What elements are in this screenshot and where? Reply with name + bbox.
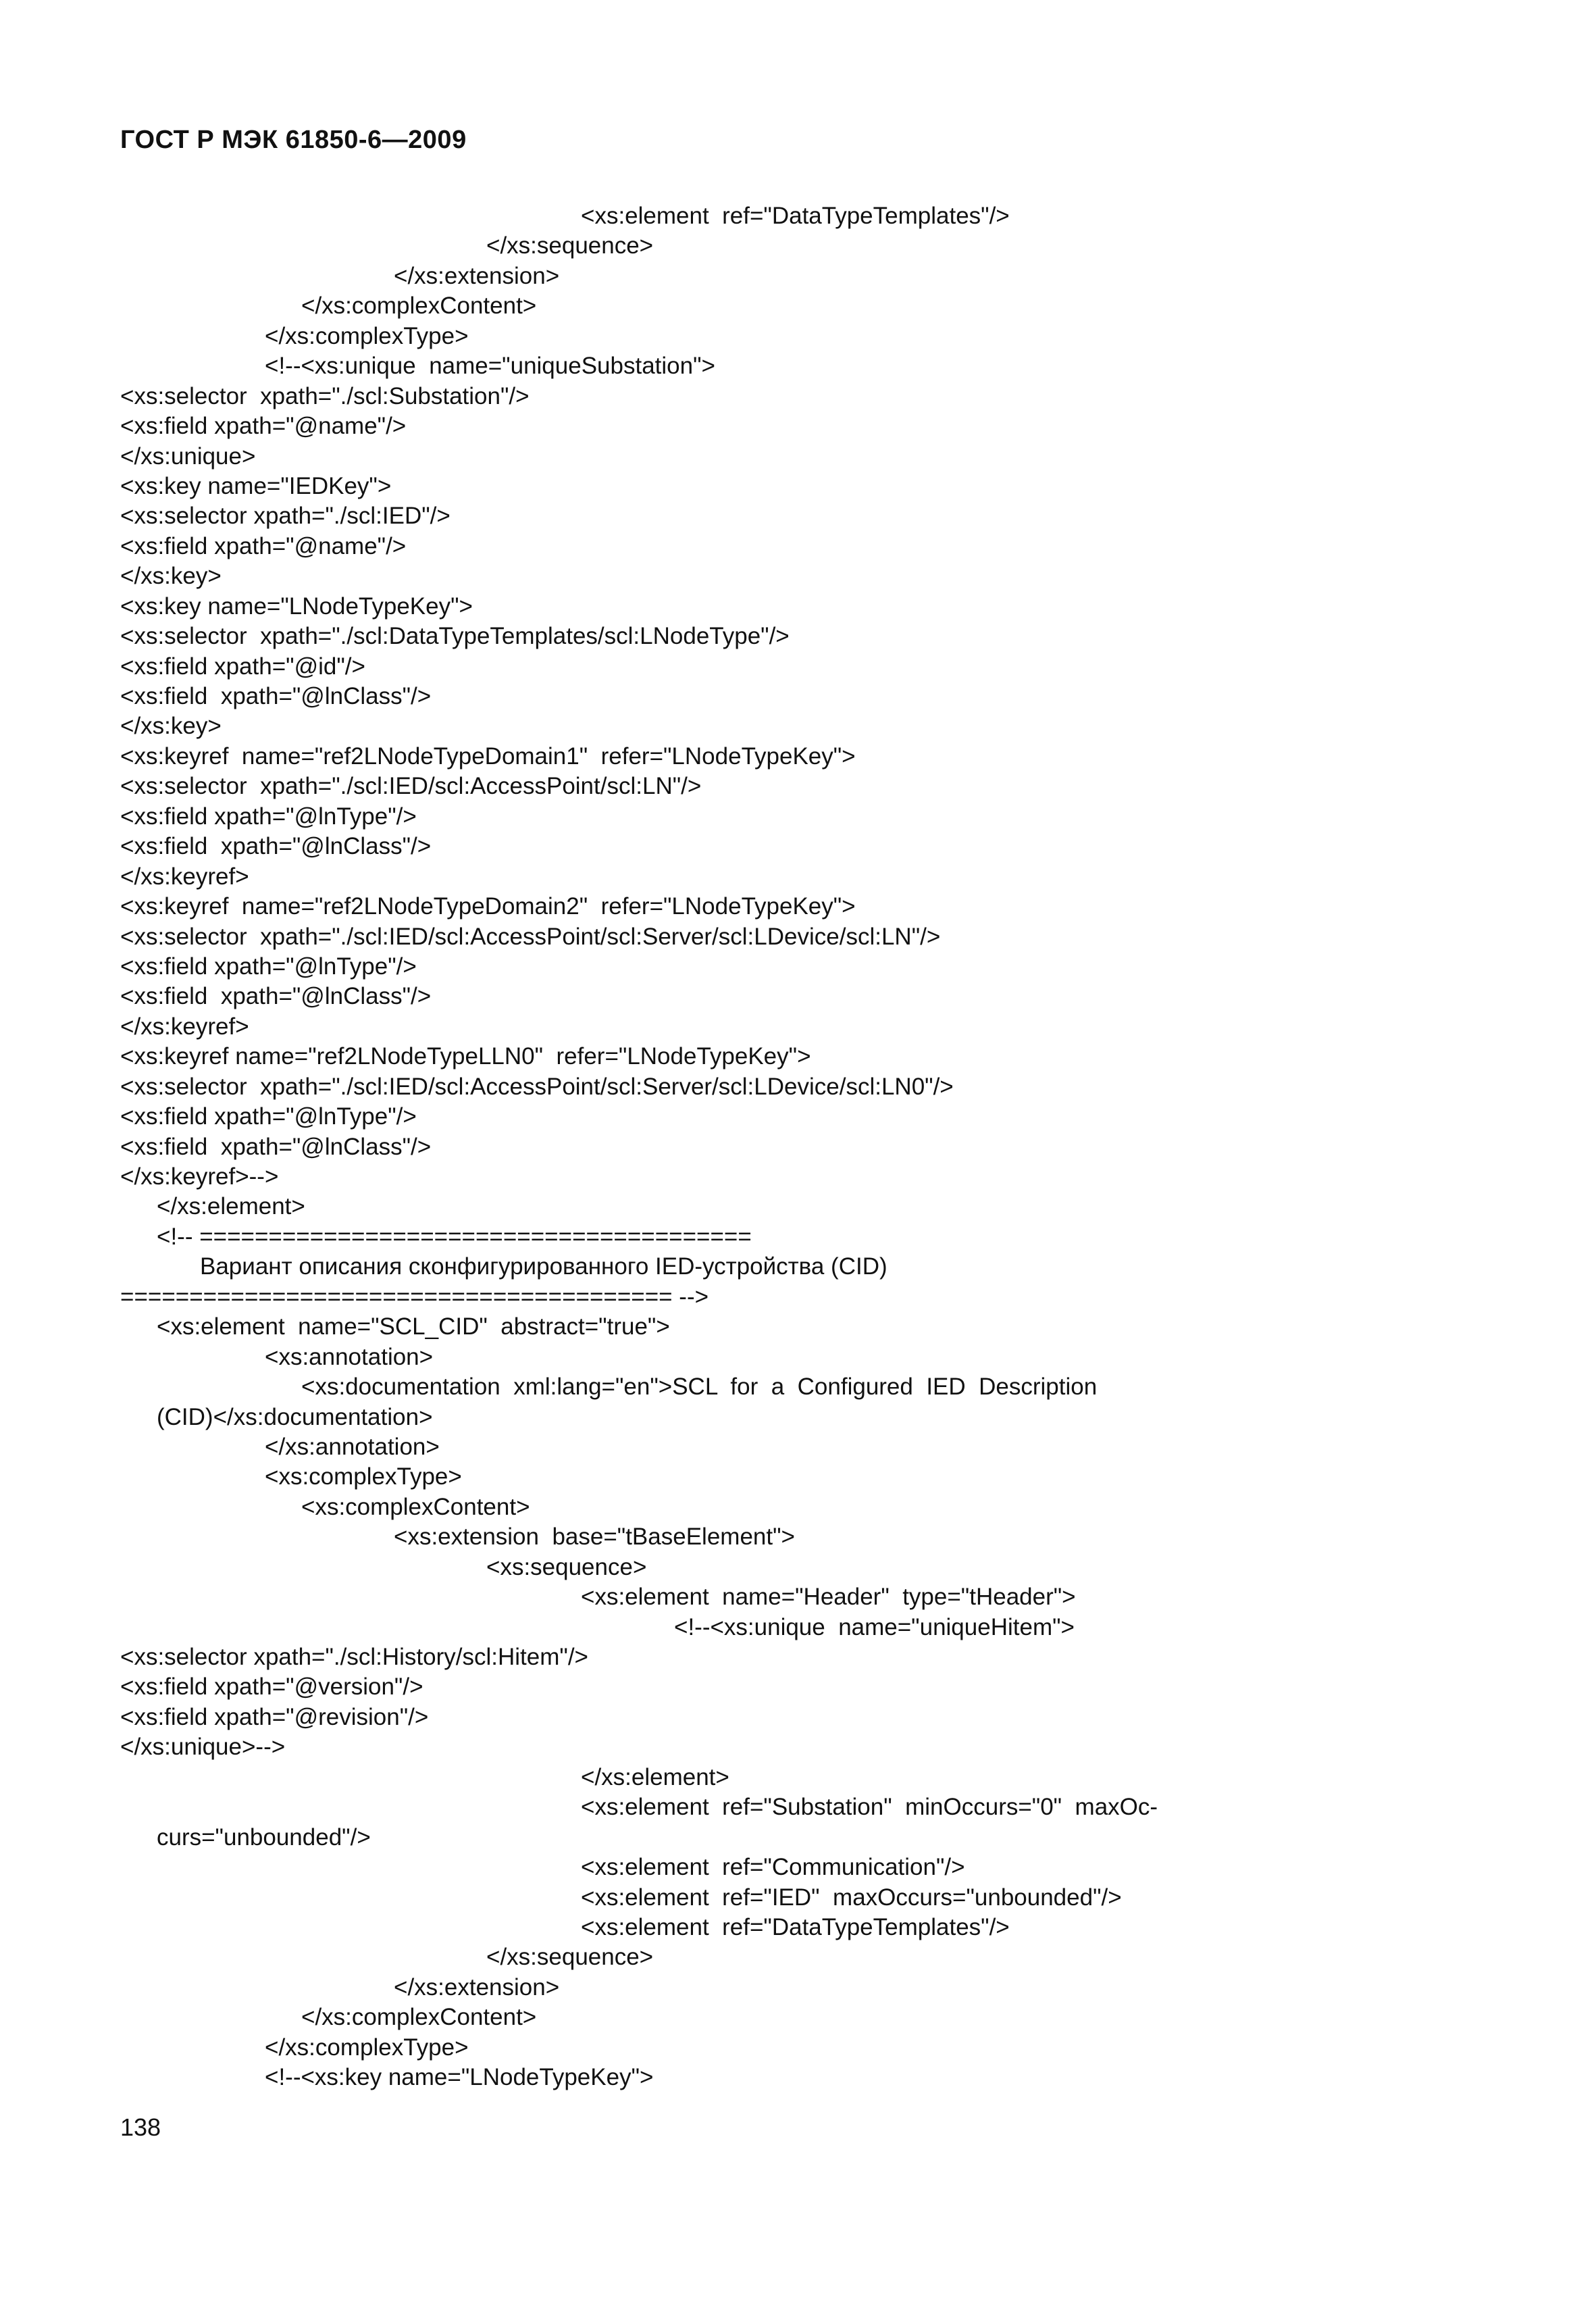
code-line-text: <xs:selector xpath="./scl:IED"/> [120,503,451,530]
code-line-text: <xs:element ref="Communication"/> [581,1854,965,1881]
code-line [120,862,1505,892]
code-line [120,1613,1505,1642]
code-line [120,501,1505,531]
code-line-text: </xs:complexContent> [301,293,537,320]
code-line [120,1222,1505,1252]
code-line [120,1282,1505,1312]
code-line [120,1553,1505,1582]
code-line [120,382,1505,411]
code-line [120,1252,1505,1282]
code-line-text: <xs:selector xpath="./scl:History/scl:Hitem"/> [120,1644,588,1670]
code-line-text: <xs:field xpath="@version"/> [120,1674,423,1701]
code-line [120,832,1505,861]
code-line [120,261,1505,291]
code-line [120,1312,1505,1342]
code-line [120,1883,1505,1913]
code-line-text: <xs:complexContent> [301,1493,530,1520]
code-line [120,1703,1505,1732]
code-line [120,1432,1505,1462]
code-line [120,1042,1505,1072]
code-line [120,411,1505,441]
code-line [120,652,1505,682]
code-line [120,1672,1505,1702]
code-line-text: ======================================== --> [120,1283,709,1310]
code-line [120,1492,1505,1522]
code-line-text: </xs:keyref> [120,1013,249,1040]
code-line [120,1973,1505,2003]
code-line-text: <xs:key name="IEDKey"> [120,472,392,499]
code-line-text: <xs:element ref="DataTypeTemplates"/> [581,1913,1010,1940]
code-line-text: <xs:keyref name="ref2LNodeTypeLLN0" refer="LNodeTypeKey"> [120,1043,811,1070]
code-line-text: <xs:field xpath="@name"/> [120,532,407,559]
code-line-text: <xs:keyref name="ref2LNodeTypeDomain2" refer="LNodeTypeKey"> [120,893,856,920]
code-line [120,802,1505,832]
code-line-text: <xs:element ref="Substation" minOccurs="0" maxOc- [581,1794,1158,1821]
code-line [120,1342,1505,1372]
code-line-text: Вариант описания сконфигурированного IED-устройства (CID) [200,1253,887,1280]
code-line-text: <xs:annotation> [265,1343,434,1370]
code-line-text: <xs:field xpath="@lnClass"/> [120,833,432,860]
code-line-text: <xs:selector xpath="./scl:IED/scl:AccessPoint/scl:LN"/> [120,773,702,800]
code-line [120,561,1505,591]
code-line-text: </xs:key> [120,713,222,740]
code-line-text: </xs:unique> [120,443,256,470]
code-line [120,1462,1505,1492]
code-line [120,1132,1505,1162]
code-line-text: <xs:element ref="DataTypeTemplates"/> [581,203,1010,229]
code-line-text: <xs:field xpath="@lnClass"/> [120,983,432,1010]
code-line [120,682,1505,711]
code-line [120,2033,1505,2063]
code-line-text: (CID)</xs:documentation> [157,1403,433,1430]
code-line [120,1102,1505,1132]
code-line [120,1853,1505,1882]
code-line-text: </xs:sequence> [486,1944,654,1971]
code-line-text: </xs:element> [581,1763,729,1790]
code-line [120,472,1505,501]
code-line [120,1072,1505,1102]
code-line-text: <xs:field xpath="@name"/> [120,413,407,440]
code-line-text: <xs:element ref="IED" maxOccurs="unbounded"/> [581,1884,1122,1911]
code-line [120,1763,1505,1792]
code-line-text: <xs:element name="Header" type="tHeader"> [581,1584,1076,1611]
code-line-text: <xs:selector xpath="./scl:Substation"/> [120,382,530,409]
code-line-text: <xs:selector xpath="./scl:IED/scl:AccessPoint/scl:Server/scl:LDevice/scl:LN0"/> [120,1073,954,1100]
code-line-text: </xs:unique>--> [120,1734,286,1761]
code-line-text: </xs:keyref>--> [120,1163,279,1190]
code-line [120,532,1505,561]
code-line [120,2003,1505,2032]
code-line-text: <xs:extension base="tBaseElement"> [394,1524,795,1551]
code-line-text: <xs:documentation xml:lang="en">SCL for a Configured IED Description [301,1374,1098,1401]
code-line [120,1372,1505,1402]
code-line [120,322,1505,351]
code-line-text: <xs:field xpath="@lnClass"/> [120,1133,432,1160]
code-line [120,742,1505,772]
code-line-text: </xs:element> [157,1193,305,1220]
code-line [120,1012,1505,1042]
code-line [120,1823,1505,1853]
code-line [120,772,1505,801]
code-line [120,711,1505,741]
code-line [120,201,1505,231]
code-line-text: <xs:field xpath="@lnClass"/> [120,683,432,709]
code-line-text: <xs:complexType> [265,1463,462,1490]
code-line [120,982,1505,1011]
code-line-text: <!--<xs:key name="LNodeTypeKey"> [265,2064,654,2091]
code-line-text: <xs:field xpath="@lnType"/> [120,1103,417,1130]
code-line [120,1913,1505,1942]
code-line [120,351,1505,381]
code-line-text: </xs:complexType> [265,2034,469,2061]
code-line-text: </xs:extension> [394,262,560,289]
code-line-text: </xs:extension> [394,1973,560,2001]
code-line-text: <xs:selector xpath="./scl:DataTypeTemplates/scl:LNodeType"/> [120,623,790,650]
code-line [120,892,1505,922]
code-line-text: </xs:annotation> [265,1433,440,1460]
code-line-text: <!-- ======================================== [157,1223,752,1250]
code-line [120,592,1505,622]
code-line-text: <xs:field xpath="@revision"/> [120,1703,429,1730]
code-line-text: <xs:selector xpath="./scl:IED/scl:AccessPoint/scl:Server/scl:LDevice/scl:LN"/> [120,923,941,950]
code-line-text: </xs:complexContent> [301,2004,537,2031]
code-line-text: <xs:keyref name="ref2LNodeTypeDomain1" refer="LNodeTypeKey"> [120,743,856,770]
code-line [120,1522,1505,1552]
code-line-text: </xs:sequence> [486,232,654,259]
code-line-text: <xs:element name="SCL_CID" abstract="true"> [157,1313,670,1340]
code-line [120,1642,1505,1672]
code-line [120,291,1505,321]
code-line-text: <xs:field xpath="@id"/> [120,653,365,680]
page-number: 138 [120,2113,161,2141]
page-title: ГОСТ Р МЭК 61850-6—2009 [120,126,467,154]
code-line-text: </xs:key> [120,563,222,590]
code-line [120,442,1505,472]
code-line [120,231,1505,261]
code-line [120,952,1505,982]
xml-schema-listing [120,201,1505,2093]
code-line [120,1582,1505,1612]
code-line [120,1162,1505,1192]
code-line-text: <xs:field xpath="@lnType"/> [120,803,417,830]
code-line [120,1942,1505,1972]
code-line-text: <xs:field xpath="@lnType"/> [120,953,417,980]
code-line [120,622,1505,651]
code-line-text: <xs:sequence> [486,1553,647,1580]
code-line [120,1792,1505,1822]
code-line [120,1732,1505,1762]
code-line [120,2063,1505,2092]
code-line-text: </xs:complexType> [265,322,469,349]
code-line [120,1403,1505,1432]
code-line-text: curs="unbounded"/> [157,1823,371,1851]
code-line-text: </xs:keyref> [120,863,249,890]
code-line [120,1192,1505,1222]
code-line-text: <!--<xs:unique name="uniqueHitem"> [674,1613,1075,1640]
code-line-text: <xs:key name="LNodeTypeKey"> [120,593,473,620]
code-line [120,922,1505,952]
code-line-text: <!--<xs:unique name="uniqueSubstation"> [265,353,715,380]
